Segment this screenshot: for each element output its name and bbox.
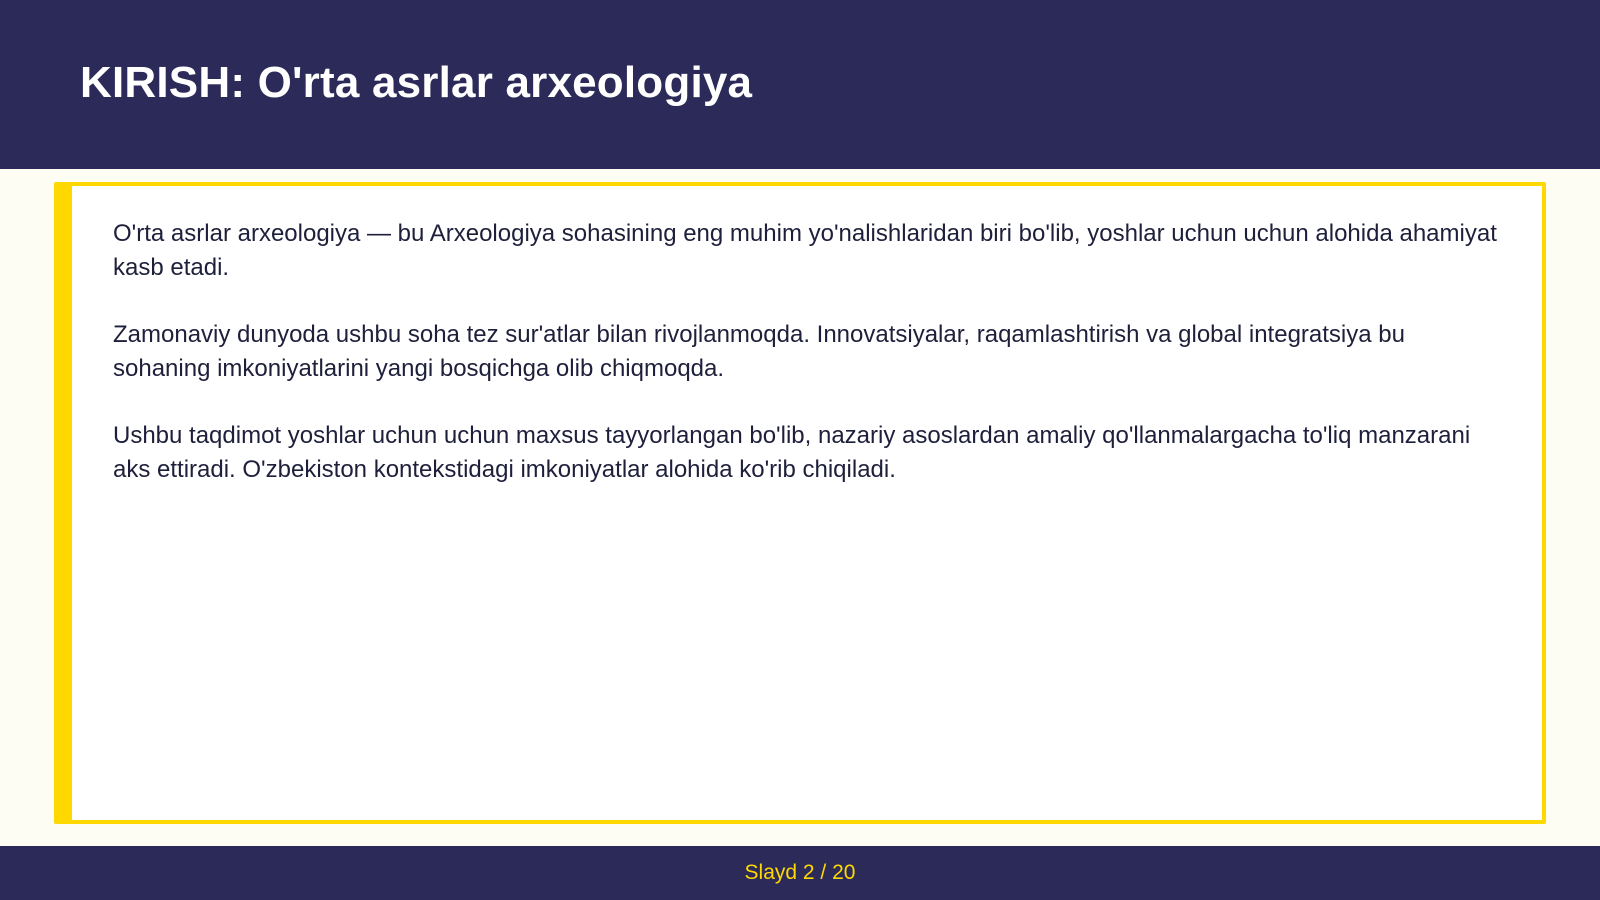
paragraph-modern-world: Zamonaviy dunyoda ushbu soha tez sur'atlar bilan rivojlanmoqda. Innovatsiyalar, raqamlashtirish va global integratsiya bu sohaning imkoniyatlarini yangi bosqichga olib chiqmoqda. [113,321,1405,382]
paragraph-intro: O'rta asrlar arxeologiya — bu Arxeologiya sohasining eng muhim yo'nalishlaridan biri bo'lib, yoshlar uchun uchun alohida ahamiyat kasb etadi. [113,220,1497,281]
paragraph-presentation-purpose: Ushbu taqdimot yoshlar uchun uchun maxsus tayyorlangan bo'lib, nazariy asoslardan amaliy qo'llanmalargacha to'liq manzarani aks ettiradi. O'zbekiston kontekstidagi imkoniyatlar alohida ko'rib chiqiladi. [113,422,1471,483]
slide-title: KIRISH: O'rta asrlar arxeologiya [80,58,753,107]
slide-counter: Slayd 2 / 20 [744,861,856,884]
body-text [113,217,1498,520]
slide-footer [0,846,1600,900]
slide-header [0,0,1600,169]
content-card [54,182,1546,824]
